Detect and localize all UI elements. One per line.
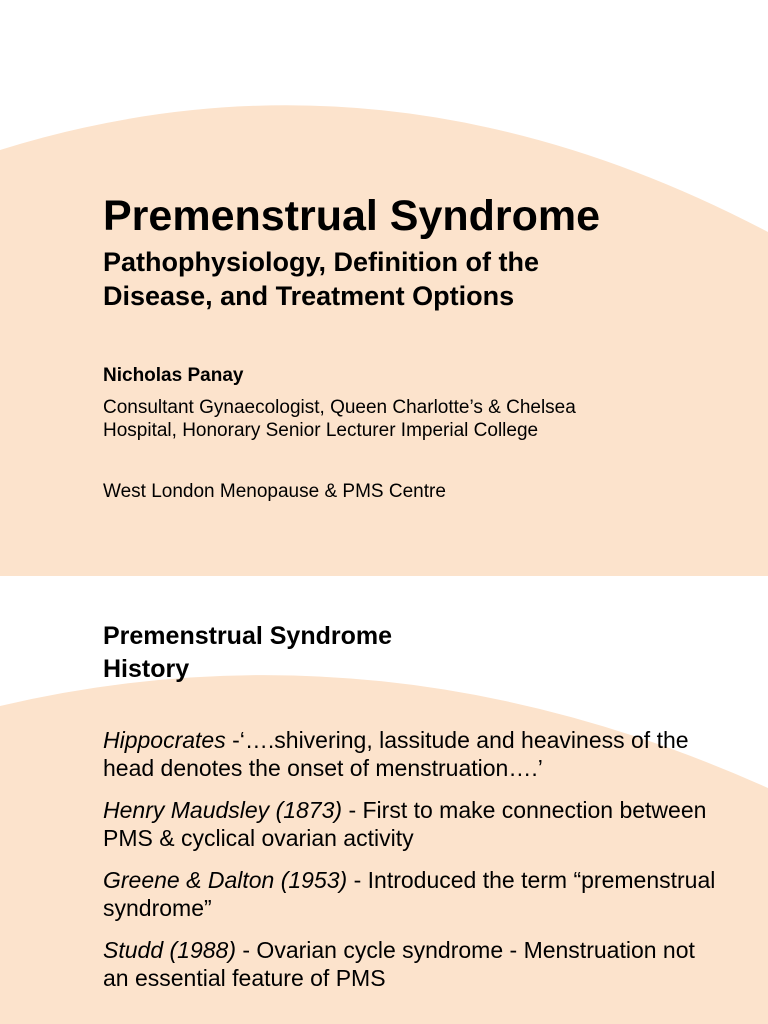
history-entry-name: Hippocrates xyxy=(103,727,226,753)
history-slide xyxy=(0,576,768,1024)
affiliation-line-1: Consultant Gynaecologist, Queen Charlotte’s & Chelsea xyxy=(103,397,576,418)
history-entry-text: - First to make connection between PMS & cyclical ovarian activity xyxy=(103,797,707,851)
history-entry-text: - Introduced the term “premenstrual syndrome” xyxy=(103,867,716,921)
history-entry-name: Studd (1988) xyxy=(103,937,236,963)
history-entry xyxy=(103,726,723,782)
history-entry xyxy=(103,936,723,992)
author-affiliation xyxy=(103,396,703,442)
affiliation-line-2: Hospital, Honorary Senior Lecturer Imperial College xyxy=(103,420,539,441)
history-entry-text: -‘….shivering, lassitude and heaviness of the head denotes the onset of menstruation….’ xyxy=(103,727,689,781)
subtitle-line-2: Disease, and Treatment Options xyxy=(103,281,515,311)
history-entry xyxy=(103,796,723,852)
centre-name: West London Menopause & PMS Centre xyxy=(103,481,446,502)
history-entry-text: - Ovarian cycle syndrome - Menstruation not an essential feature of PMS xyxy=(103,937,695,991)
title-line-2: History xyxy=(103,655,190,683)
history-entry-name: Greene & Dalton (1953) xyxy=(103,867,348,893)
subtitle-line-1: Pathophysiology, Definition of the xyxy=(103,247,539,277)
slide-subtitle xyxy=(103,245,703,313)
slide-title xyxy=(103,620,392,686)
slide-title: Premenstrual Syndrome xyxy=(103,192,601,240)
title-line-1: Premenstrual Syndrome xyxy=(103,622,392,650)
history-entry xyxy=(103,866,723,922)
history-entry-name: Henry Maudsley (1873) xyxy=(103,797,343,823)
author-name: Nicholas Panay xyxy=(103,365,244,386)
history-list xyxy=(103,726,723,1006)
